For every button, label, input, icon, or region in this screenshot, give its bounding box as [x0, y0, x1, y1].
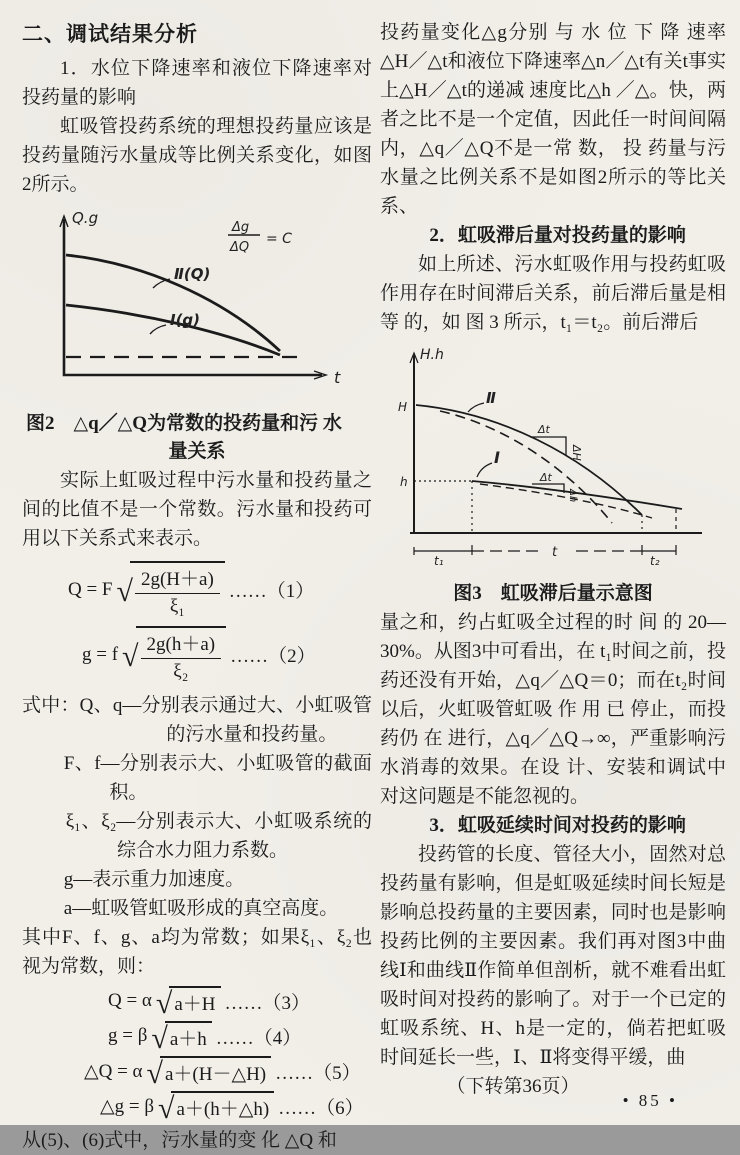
left-column [22, 18, 372, 1155]
fig2-y-axis-label: Q.g [72, 209, 99, 227]
eq4-lhs: g = β [108, 1025, 148, 1046]
fig2-curve-upper-label: Ⅱ(Q) [174, 265, 211, 283]
fig2-x-axis-label: t [334, 368, 341, 387]
eq3-lhs: Q = α [108, 990, 152, 1011]
eq5-radicand: a＋(H－△H) [160, 1056, 271, 1086]
fig2-caption-line2: 量关系 [168, 441, 226, 462]
eq1-number: ……（1） [228, 581, 315, 602]
subsection-heading-3: 3．虹吸延续时间对投药的影响 [429, 815, 686, 836]
definition-item: a—虹吸管虹吸形成的真空高度。 [63, 898, 339, 919]
fig3-dt-lower-label: Δt [540, 471, 552, 484]
paragraph: 如上所述、污水虹吸作用与投药虹吸作用存在时间滞后关系，前后滞后量是相等 的，如 图 3 所示，t₁＝t₂。前后滞后 [380, 254, 726, 333]
eq4-radicand: a＋h [165, 1021, 212, 1051]
fig3-curve-lower-label: Ⅰ [494, 448, 500, 467]
fig2-caption-line1: 图2 △q／△Q为常数的投药量和污 水 [26, 413, 342, 434]
radical-sign-icon: √ [116, 575, 133, 608]
eq1-numerator: 2g(H＋a) [135, 564, 220, 594]
eq6-radicand: a＋(h＋△h) [171, 1091, 274, 1121]
fig3-dH-label: ΔH [570, 445, 583, 461]
radical [122, 626, 226, 683]
fig2-annotation-denominator: ΔQ [230, 240, 250, 255]
fig2-annotation-numerator: Δg [232, 220, 250, 235]
figure-3 [380, 341, 726, 578]
paragraph: 投药量变化△g分别 与 水 位 下 降 速率△H／△t和液位下降速率△n／△t有关t事实上△H／△t的递减 速度比△h ／△。快，两者之比不是一个定值，因此任一时间间隔内，△q／△Q不是一常 数， 投 药量与污水量之比例关系不是如图2所示的等比关系、 [380, 22, 726, 217]
fig3-curve-upper-label: Ⅱ [486, 389, 496, 407]
fig3-dh-label: Δh [567, 489, 578, 503]
fig2-chart [22, 203, 362, 403]
subsection-heading-2: 2．虹吸滞后量对投药量的影响 [429, 225, 686, 246]
radical-sign-icon: √ [151, 1021, 168, 1055]
equation-3 [108, 986, 372, 1020]
fig3-y-axis-label: H.h [420, 347, 444, 363]
page-number: • 85 • [622, 1091, 678, 1110]
definition-item: g—表示重力加速度。 [63, 869, 245, 890]
definition-item: F、f—分别表示大、小虹吸管的截面积。 [63, 753, 372, 803]
equation-1 [68, 561, 372, 618]
fig3-chart [380, 341, 725, 573]
equation-5 [84, 1056, 372, 1090]
section-heading: 二、调试结果分析 [22, 22, 198, 46]
radical-sign-icon: √ [155, 986, 173, 1020]
eq2-number: ……（2） [230, 646, 316, 667]
equation-6 [100, 1091, 372, 1125]
fig3-t2-label: t₂ [650, 554, 660, 568]
paragraph: 量之和，约占虹吸全过程的时 间 的 20—30%。从图3中可看出，在 t₁时间之前，投药还没有开始，△q／△Q＝0；而在t₂时间以后，火虹吸管虹吸 作 用 已 停止，而投药仍 在 进行，△q／△Q→∞，严重影响污水消毒的效果。在设 计、安装和调试中对这问题是不能忽视的。 [380, 612, 726, 807]
radical-sign-icon: √ [122, 640, 139, 673]
eq2-denominator: ξ₂ [173, 661, 189, 682]
radical [117, 561, 225, 618]
eq3-number: ……（3） [224, 992, 311, 1014]
eq1-denominator: ξ₁ [169, 596, 185, 617]
eq6-lhs: △g = β [100, 1095, 154, 1117]
paragraph: 其中F、f、g、a均为常数；如果ξ₁、ξ₂也视为常数，则： [22, 927, 372, 977]
radical-sign-icon: √ [146, 1056, 163, 1090]
paragraph: 投药管的长度、管径大小，固然对总投药量有影响，但是虹吸延续时间长短是影响总投药量的主要因素，同时也是影响投药比例的主要因素。我们再对图3中曲线Ⅰ和曲线Ⅱ作简单但剖析，就不难看出虹吸时间对投药的影响了。对于一个已定的虹吸系统、H、h是一定的，倘若把虹吸时间延长一些，Ⅰ、Ⅱ将变得平缓，曲 [380, 844, 726, 1068]
continuation-note: （下转第36页） [446, 1076, 580, 1097]
eq5-number: ……（5） [275, 1062, 361, 1084]
fig3-dt-upper-label: Δt [538, 423, 550, 436]
eq2-numerator: 2g(h＋a) [141, 629, 222, 659]
eq4-number: ……（4） [215, 1027, 302, 1049]
figure-2 [22, 203, 372, 408]
paragraph: 1．水位下降速率和液位下降速率对投药量的影响 [22, 58, 372, 108]
eq5-lhs: △Q = α [84, 1060, 143, 1082]
fig3-caption: 图3 虹吸滞后量示意图 [453, 583, 653, 604]
eq1-lhs: Q = F [68, 578, 113, 600]
paragraph: 虹吸管投药系统的理想投药量应该是投药量随污水量成等比例关系变化，如图2所示。 [22, 116, 372, 195]
paragraph: 实际上虹吸过程中污水量和投药量之间的比值不是一个常数。污水量和投药可用以下关系式来表示。 [22, 470, 372, 549]
fig2-curve-lower-label: Ⅰ(g) [170, 311, 201, 329]
right-column [380, 18, 726, 1101]
definition-item: 式中：Q、q—分别表示通过大、小虹吸管的污水量和投药量。 [22, 695, 372, 745]
fig3-t1-label: t₁ [434, 554, 444, 568]
fig3-h-mark: h [400, 475, 408, 489]
radical-sign-icon: √ [158, 1091, 175, 1125]
definition-item: ξ₁、ξ₂—分别表示大、小虹吸系统的综合水力阻力系数。 [65, 811, 372, 861]
fig3-t-label: t [552, 545, 558, 560]
eq6-number: ……（6） [278, 1097, 364, 1119]
eq3-radicand: a＋H [169, 986, 220, 1016]
equation-2 [82, 626, 372, 683]
paragraph: 从(5)、(6)式中，污水量的变 化 △Q 和 [22, 1130, 337, 1151]
fig3-H-mark: H [398, 400, 408, 414]
eq2-lhs: g = f [82, 643, 119, 665]
fig2-annotation-rhs: = C [266, 231, 292, 247]
equation-4 [108, 1021, 372, 1055]
